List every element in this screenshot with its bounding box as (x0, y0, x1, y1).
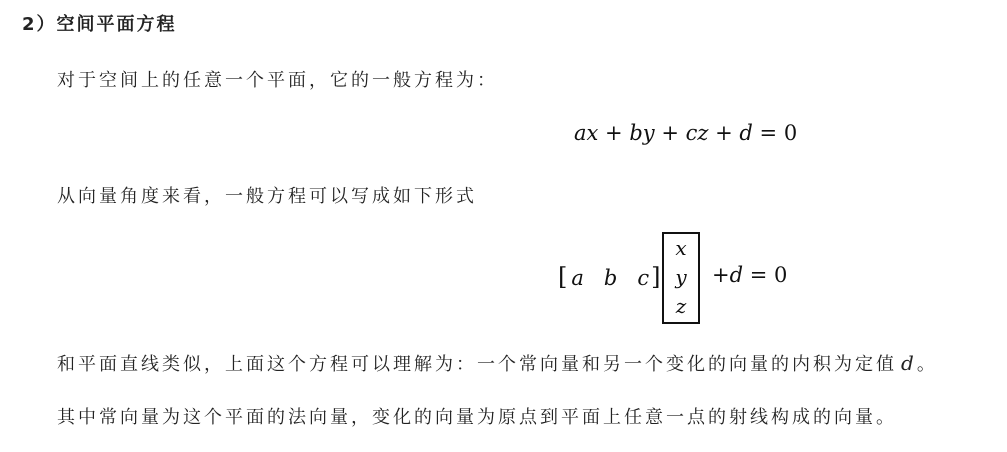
interpretation-paragraph (57, 350, 938, 376)
explanation-paragraph: 其中常向量为这个平面的法向量，变化的向量为原点到平面上任意一点的射线构成的向量。 (57, 407, 897, 428)
plus-sign: + (712, 263, 730, 287)
intro-paragraph: 对于空间上的任意一个平面，它的一般方程为： (57, 70, 498, 91)
column-entry-x: x (675, 236, 687, 260)
plus-sign: + (654, 121, 686, 145)
rhs-zero: 0 (774, 263, 788, 287)
inline-var-d: d (901, 351, 917, 375)
general-plane-equation (574, 121, 797, 145)
row-vector (558, 263, 661, 291)
rhs-zero: 0 (783, 121, 798, 145)
row-entry-b: b (603, 266, 618, 290)
const-d: d (729, 263, 744, 287)
row-bracket-open: [ (558, 263, 568, 291)
var-z: z (697, 121, 709, 145)
row-bracket-close: ] (651, 263, 661, 291)
row-entry-c: c (637, 266, 650, 290)
coef-a: a (574, 121, 587, 145)
interpretation-text: 和平面直线类似，上面这个方程可以理解为：一个常向量和另一个变化的向量的内积为定值 (57, 354, 897, 375)
equals-sign: = (752, 121, 784, 145)
coef-b: b (629, 121, 643, 145)
const-d: d (739, 121, 753, 145)
coef-c: c (685, 121, 698, 145)
vector-view-paragraph: 从向量角度来看，一般方程可以写成如下形式 (57, 186, 477, 207)
vector-equation-tail (712, 263, 787, 287)
column-entry-y: y (675, 265, 687, 289)
interpretation-end: 。 (916, 354, 938, 375)
column-entry-z: z (675, 294, 687, 318)
column-vector (662, 232, 700, 324)
row-entry-a: a (571, 266, 584, 290)
plus-sign: + (708, 121, 740, 145)
equals-sign: = (743, 263, 775, 287)
var-x: x (586, 121, 599, 145)
plus-sign: + (598, 121, 630, 145)
var-y: y (642, 121, 655, 145)
section-heading: 2）空间平面方程 (22, 14, 177, 35)
